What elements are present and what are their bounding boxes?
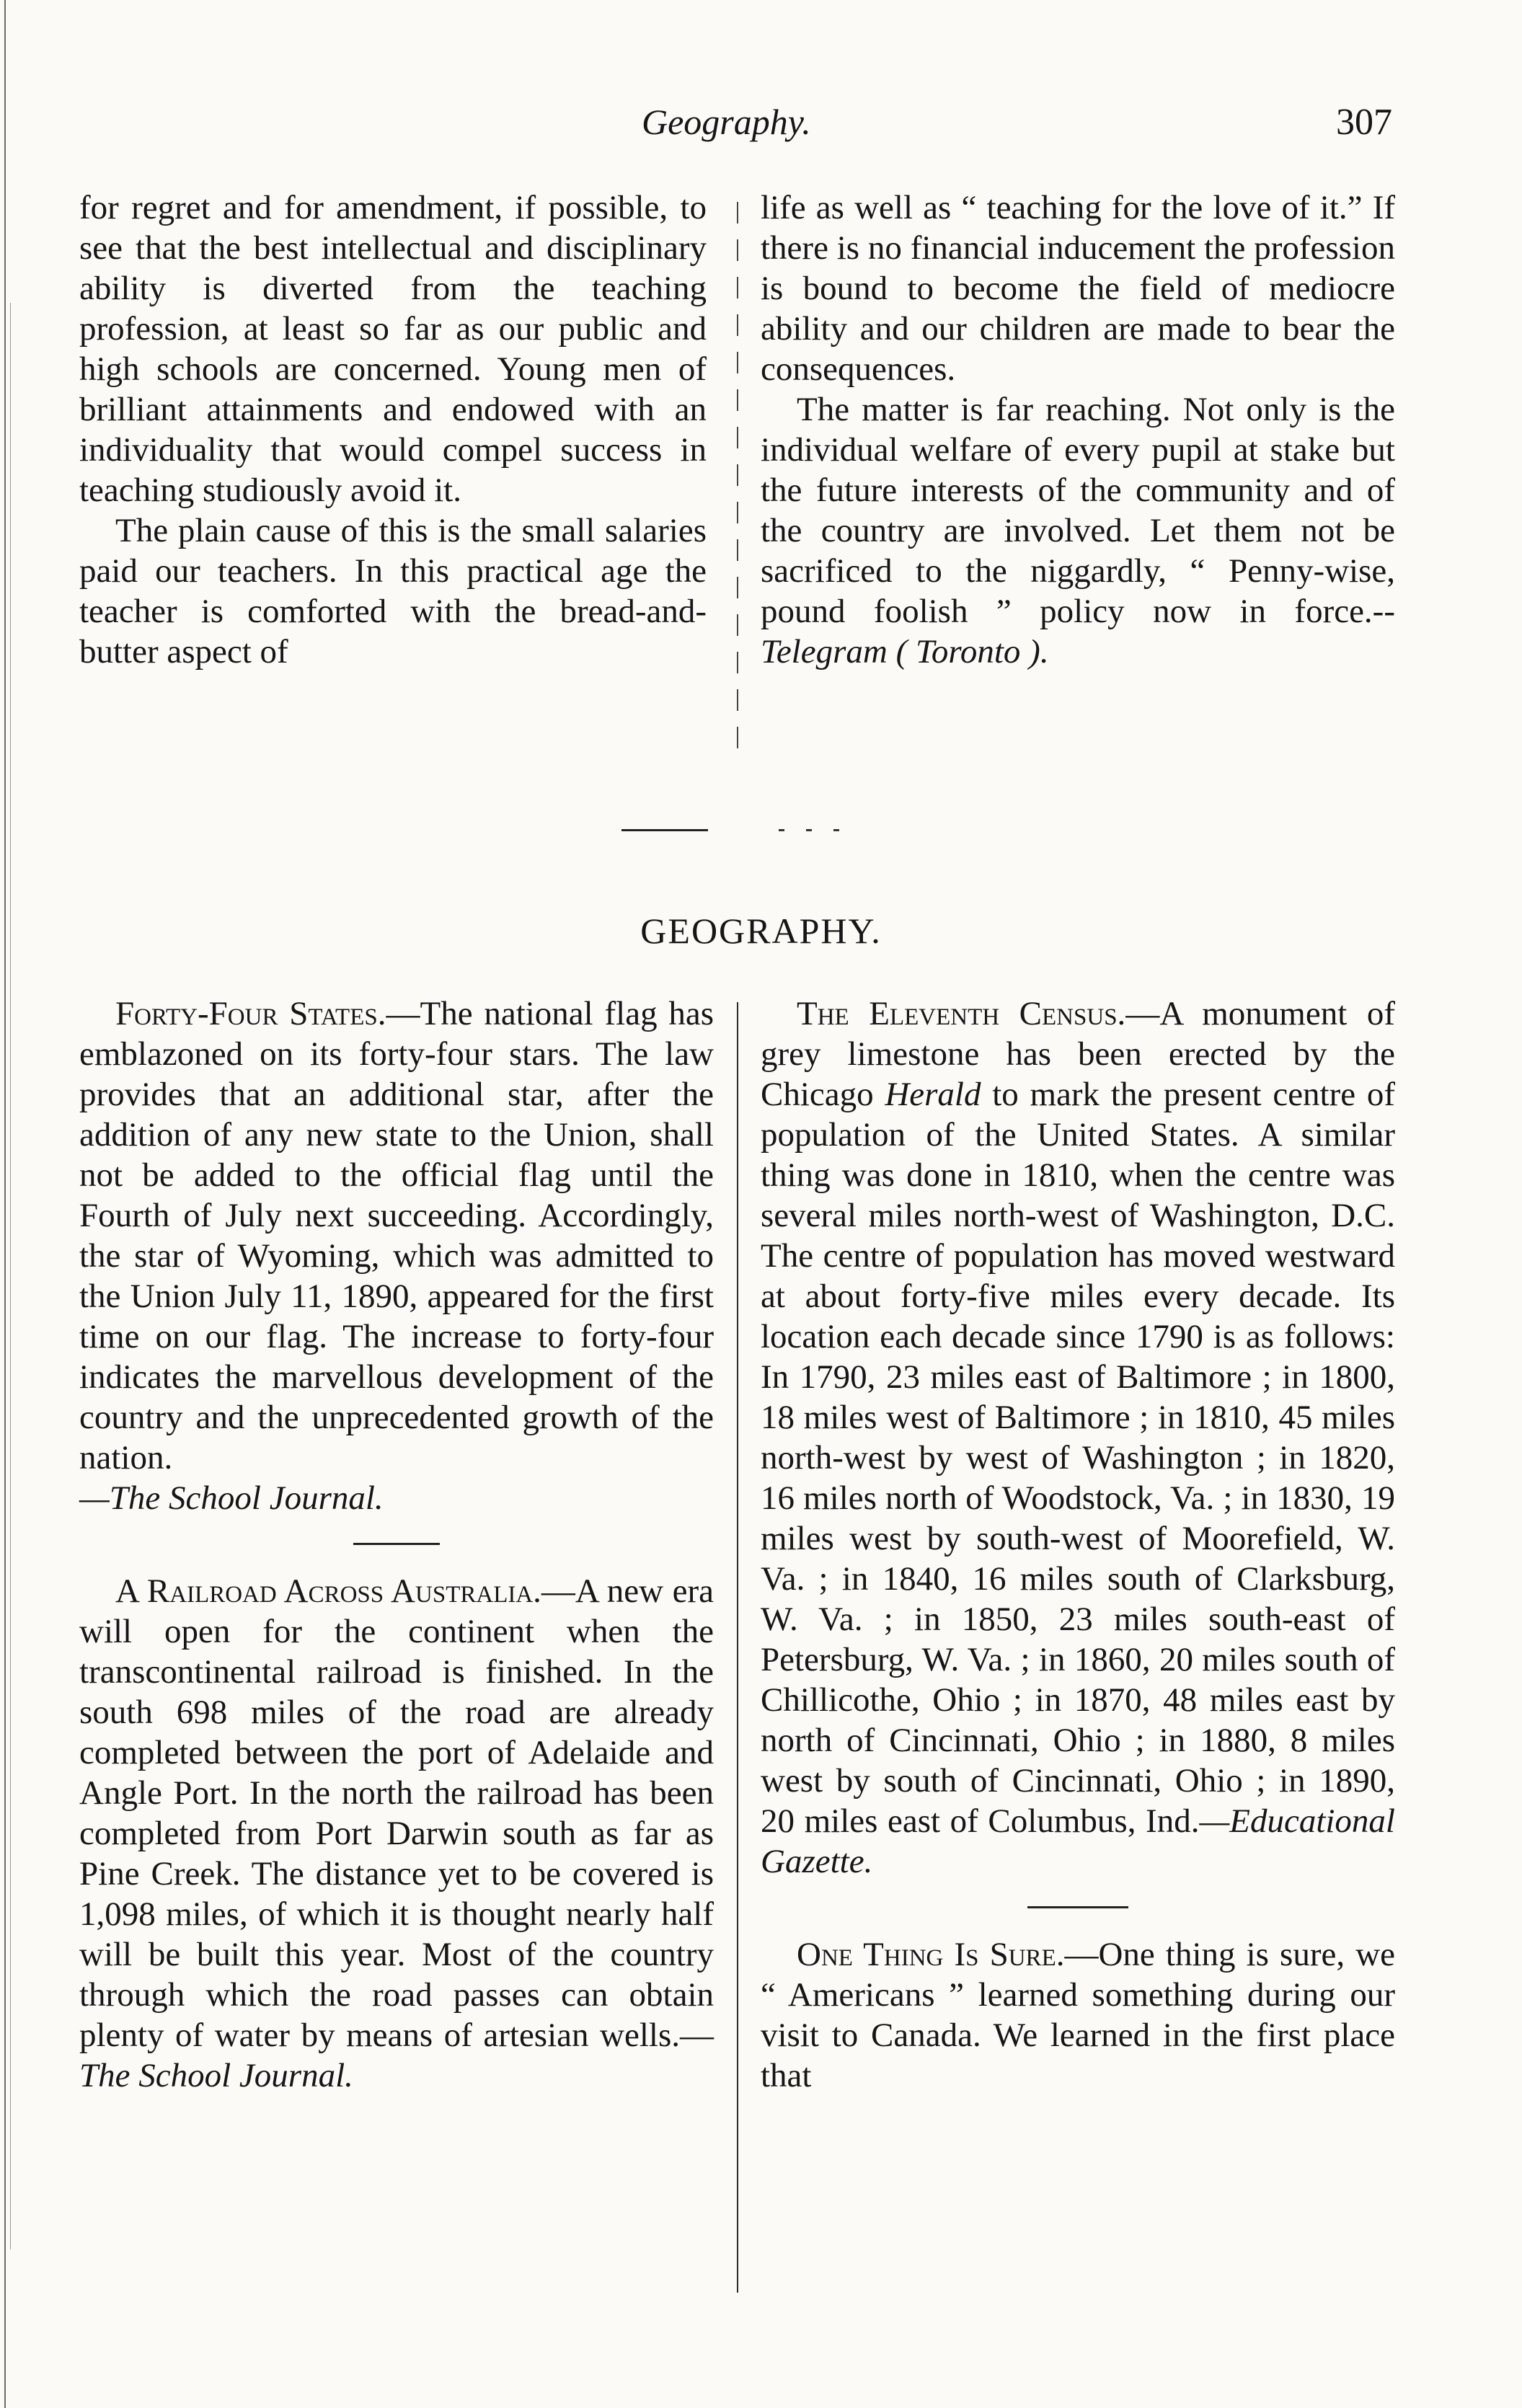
article-separator [1027,1906,1128,1908]
article-eleventh-census [761,993,1395,1882]
article-forty-four-states [79,993,714,1518]
article-title: Forty-Four States. [115,995,386,1032]
bottom-right-column [761,993,1395,2096]
paragraph: for regret and for amendment, if possible, to see that the best intellectual and disciplinary ability is diverted from the teaching profession, at least so far as our public and high schools are concerned. Young men of brilliant attainments and endowed with an individuality that would compel success in teaching studiously avoid it. [79,189,707,509]
article-title: The Eleventh Census. [797,995,1126,1032]
section-heading: GEOGRAPHY. [640,911,882,951]
paragraph-text: The matter is far reaching. Not only is the individual welfare of every pupil at stake but the future interests of the community and of the country are involved. Let them not be sacrificed to the niggardly, “ Penny-wise, pound foolish ” policy now in force.-- [761,391,1395,630]
source-citation: —Educational Gazette. [761,1802,1395,1880]
newspaper-name: Herald [885,1076,981,1113]
article-body: to mark the present centre of population of the United States. A similar thing was done in 1810, when the centre was several miles north-west of Washington, D.C. The centre of population has moved westward at about forty-five miles every decade. Its location each decade since 1790 is as follows: In 1790, 23 miles east of Baltimore ; in 1800, 18 miles west of Baltimore ; in 1810, 45 miles north-west by west of Washington ; in 1820, 16 miles north of Woodstock, Va. ; in 1830, 19 miles west by south-west of Moorefield, W. Va. ; in 1840, 16 miles south of Clarksburg, W. Va. ; in 1850, 23 miles south-east of Petersburg, W. Va. ; in 1860, 20 miles south of Chillicothe, Ohio ; in 1870, 48 miles east by north of Cincinnati, Ohio ; in 1880, 8 miles west by south of Cincinnati, Ohio ; in 1890, 20 miles east of Columbus, Ind. [761,1076,1395,1840]
article-body: —A new era will open for the continent when the transcontinental railroad is finished. In the south 698 miles of the road are already completed between the port of Adelaide and Angle Port. In the north the railroad has been completed from Port Darwin south as far as Pine Creek. The distance yet to be covered is 1,098 miles, of which it is thought nearly half will be built this year. Most of the country through which the road passes can obtain plenty of water by means of artesian wells.— [79,1572,714,2054]
article-title: A Railroad Across Australia. [115,1572,541,1610]
top-left-column [79,187,707,672]
paragraph [761,389,1395,672]
bottom-left-column [79,993,714,2096]
column-divider-bottom [737,1002,738,2293]
article-railroad-australia [79,1571,714,2096]
source-citation: Telegram ( Toronto ). [761,633,1049,670]
article-one-thing-is-sure [761,1934,1395,2096]
source-citation: —The School Journal. [79,1479,384,1517]
top-right-column [761,187,1395,672]
article-title: One Thing Is Sure. [797,1936,1065,1973]
source-citation: The School Journal. [79,2057,353,2094]
article-body: —The national flag has emblazoned on its forty-four stars. The law provides that an additional star, after the addition of any new state to the Union, shall not be added to the official flag until the Fourth of July next succeeding. Accordingly, the star of Wyoming, which was admitted to the Union July 11, 1890, appeared for the first time on our flag. The increase to forty-four indicates the marvellous development of the country and the unprecedented growth of the nation. [79,995,714,1477]
running-head [0,101,1522,151]
article-body: —One thing is sure, we “ Americans ” learned something during our visit to Canada. We learned in the first place that [761,1936,1396,2094]
article-separator [353,1543,440,1545]
section-rule [621,829,708,831]
running-title: Geography. [642,102,811,142]
paragraph: The plain cause of this is the small salaries paid our teachers. In this practical age the teacher is comforted with the bread-and-butter aspect of [79,512,707,670]
section-rule-dots [779,829,844,831]
page-number: 307 [1336,102,1392,143]
column-divider-top [737,202,738,764]
article-body: —A monument of grey limestone has been erected by the Chicago [761,995,1395,1113]
paragraph: life as well as “ teaching for the love of it.” If there is no financial inducement the profession is bound to become the field of mediocre ability and our children are made to bear the consequences. [761,189,1395,388]
